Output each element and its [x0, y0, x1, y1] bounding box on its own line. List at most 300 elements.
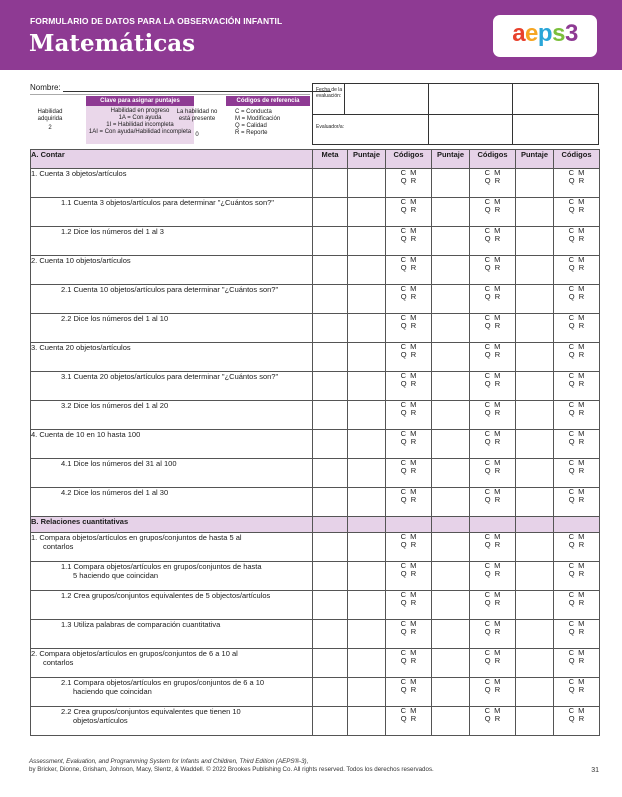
codes-cell[interactable] [554, 488, 600, 517]
codes-qr: Q R [400, 205, 417, 214]
codes-cell[interactable] [470, 459, 516, 488]
codes-cm: C M [484, 226, 501, 235]
skill-item [31, 649, 313, 678]
score-cell[interactable] [348, 707, 386, 736]
skill-label: 3.2 Dice los números del 1 al 20 [61, 401, 169, 410]
score-cell[interactable] [348, 169, 386, 198]
codes-qr: Q R [568, 495, 585, 504]
skill-label-cont: contarlos [43, 542, 74, 551]
codes-cm: C M [568, 677, 585, 686]
section-header-cell [348, 517, 386, 533]
codes-cell[interactable] [386, 198, 432, 227]
codes-qr: Q R [484, 656, 501, 665]
codes-cell[interactable] [470, 227, 516, 256]
meta-cell[interactable] [313, 707, 348, 736]
codes-cell[interactable] [386, 591, 432, 620]
codes-cm: C M [568, 168, 585, 177]
codes-qr: Q R [400, 234, 417, 243]
skill-item [31, 227, 313, 256]
column-header: Puntaje [432, 150, 470, 169]
codes-cm: C M [400, 487, 417, 496]
column-header: Puntaje [348, 150, 386, 169]
table-row [31, 169, 600, 198]
codes-cell[interactable] [554, 256, 600, 285]
codes-cell[interactable] [470, 533, 516, 562]
meta-cell[interactable] [313, 343, 348, 372]
score-cell[interactable] [432, 314, 470, 343]
section-title: B. Relaciones cuantitativas [31, 517, 313, 533]
codes-qr: Q R [484, 176, 501, 185]
score-cell[interactable] [432, 591, 470, 620]
codes-qr: Q R [484, 569, 501, 578]
column-header: Códigos [470, 150, 516, 169]
codes-cell[interactable] [470, 343, 516, 372]
meta-cell[interactable] [313, 401, 348, 430]
codes-qr: Q R [568, 685, 585, 694]
score-cell[interactable] [432, 285, 470, 314]
score-cell[interactable] [516, 562, 554, 591]
codes-cell[interactable] [386, 678, 432, 707]
codes-qr: Q R [400, 466, 417, 475]
table-row [31, 198, 600, 227]
skill-label: 1. Compara objetos/artículos en grupos/conjuntos de hasta 5 al [31, 533, 242, 542]
codes-qr: Q R [568, 627, 585, 636]
meta-cell[interactable] [313, 488, 348, 517]
codes-cell[interactable] [386, 562, 432, 591]
codes-qr: Q R [400, 598, 417, 607]
codes-cell[interactable] [554, 169, 600, 198]
codes-qr: Q R [568, 176, 585, 185]
page-title: Matemáticas [29, 30, 196, 57]
score-cell[interactable] [432, 533, 470, 562]
codes-qr: Q R [484, 292, 501, 301]
codes-cm: C M [484, 313, 501, 322]
codes-qr: Q R [484, 466, 501, 475]
table-row [31, 285, 600, 314]
codes-cell[interactable] [386, 401, 432, 430]
table-row [31, 401, 600, 430]
codes-cm: C M [400, 168, 417, 177]
section-header-cell [386, 517, 432, 533]
skill-label-cont: objetos/artículos [73, 716, 128, 725]
codes-cell[interactable] [386, 169, 432, 198]
key-title: Clave para asignar puntajes [86, 96, 194, 106]
codes-cm: C M [484, 429, 501, 438]
codes-cell[interactable] [554, 459, 600, 488]
codes-cell[interactable] [470, 198, 516, 227]
meta-cell[interactable] [313, 533, 348, 562]
score-cell[interactable] [348, 343, 386, 372]
codes-cell[interactable] [386, 649, 432, 678]
table-row [31, 256, 600, 285]
score-cell[interactable] [348, 198, 386, 227]
meta-cell[interactable] [313, 591, 348, 620]
table-row [31, 591, 600, 620]
skill-label: 2.2 Crea grupos/conjuntos equivalentes que tienen 10 [61, 707, 241, 716]
codes-qr: Q R [400, 495, 417, 504]
score-cell[interactable] [348, 430, 386, 459]
codes-cm: C M [568, 342, 585, 351]
key-progress-cell: Habilidad en progreso 1A = Con ayuda 1I = Habilidad incompleta 1AI = Con ayuda/Habilidad incompleta [86, 106, 194, 144]
codes-cell[interactable] [554, 227, 600, 256]
table-row [31, 562, 600, 591]
skill-item [31, 488, 313, 517]
codes-cell[interactable] [386, 533, 432, 562]
codes-cell[interactable] [554, 620, 600, 649]
score-cell[interactable] [516, 372, 554, 401]
codes-cell[interactable] [470, 372, 516, 401]
meta-cell[interactable] [313, 430, 348, 459]
score-cell[interactable] [516, 343, 554, 372]
score-cell[interactable] [516, 401, 554, 430]
codes-cell[interactable] [554, 343, 600, 372]
meta-cell[interactable] [313, 256, 348, 285]
score-cell[interactable] [516, 707, 554, 736]
table-row [31, 459, 600, 488]
codes-cell[interactable] [554, 533, 600, 562]
column-header: Códigos [554, 150, 600, 169]
column-header: Puntaje [516, 150, 554, 169]
form-subtitle: FORMULARIO DE DATOS PARA LA OBSERVACIÓN INFANTIL [30, 16, 283, 26]
codes-qr: Q R [484, 350, 501, 359]
score-cell[interactable] [432, 256, 470, 285]
codes-cell[interactable] [554, 591, 600, 620]
codes-cell[interactable] [386, 620, 432, 649]
score-cell[interactable] [348, 256, 386, 285]
codes-cm: C M [400, 532, 417, 541]
codes-cm: C M [400, 197, 417, 206]
section-header-cell [516, 517, 554, 533]
codes-cell[interactable] [386, 343, 432, 372]
meta-cell[interactable] [313, 198, 348, 227]
codes-cm: C M [400, 284, 417, 293]
skill-label: 1.1 Compara objetos/artículos en grupos/conjuntos de hasta [61, 562, 262, 571]
codes-cm: C M [568, 706, 585, 715]
table-row [31, 678, 600, 707]
section-header-cell [432, 517, 470, 533]
codes-cell[interactable] [386, 707, 432, 736]
codes-qr: Q R [484, 495, 501, 504]
skill-label: 4. Cuenta de 10 en 10 hasta 100 [31, 430, 141, 439]
codes-qr: Q R [400, 408, 417, 417]
key-absent: La habilidad no está presente [176, 109, 218, 122]
table-row [31, 707, 600, 736]
score-cell[interactable] [516, 169, 554, 198]
codes-qr: Q R [568, 350, 585, 359]
section-title: A. Contar [31, 150, 313, 169]
score-cell[interactable] [432, 562, 470, 591]
codes-qr: Q R [400, 685, 417, 694]
score-cell[interactable] [348, 314, 386, 343]
score-cell[interactable] [432, 169, 470, 198]
codes-cm: C M [484, 487, 501, 496]
score-cell[interactable] [348, 591, 386, 620]
codes-cm: C M [484, 561, 501, 570]
codes-qr: Q R [400, 627, 417, 636]
ref-title: Códigos de referencia [226, 96, 310, 106]
codes-cell[interactable] [554, 198, 600, 227]
codes-cm: C M [400, 255, 417, 264]
codes-cm: C M [568, 313, 585, 322]
codes-qr: Q R [400, 656, 417, 665]
codes-qr: Q R [568, 379, 585, 388]
codes-cm: C M [400, 313, 417, 322]
codes-cm: C M [484, 197, 501, 206]
codes-qr: Q R [484, 627, 501, 636]
page-header [0, 0, 622, 70]
table-row [31, 430, 600, 459]
table-row [31, 314, 600, 343]
score-cell[interactable] [432, 430, 470, 459]
codes-qr: Q R [484, 598, 501, 607]
score-cell[interactable] [348, 459, 386, 488]
codes-cell[interactable] [470, 620, 516, 649]
codes-cm: C M [484, 458, 501, 467]
codes-qr: Q R [568, 205, 585, 214]
column-header: Códigos [386, 150, 432, 169]
codes-cm: C M [568, 648, 585, 657]
skill-item [31, 620, 313, 649]
codes-cell[interactable] [554, 285, 600, 314]
codes-qr: Q R [568, 714, 585, 723]
score-cell[interactable] [348, 488, 386, 517]
codes-cell[interactable] [470, 707, 516, 736]
codes-qr: Q R [568, 234, 585, 243]
codes-qr: Q R [484, 379, 501, 388]
skill-item [31, 678, 313, 707]
codes-qr: Q R [568, 408, 585, 417]
page-number: 31 [591, 767, 599, 774]
codes-qr: Q R [484, 234, 501, 243]
codes-cm: C M [568, 429, 585, 438]
codes-qr: Q R [568, 437, 585, 446]
skill-label-cont: haciendo que coincidan [73, 687, 152, 696]
skill-item [31, 343, 313, 372]
codes-cm: C M [400, 619, 417, 628]
footer-copyright: by Bricker, Dionne, Grisham, Johnson, Macy, Slentz, & Waddell. © 2022 Brookes Publishing Co. All rights reserved. Todos los derechos reservados. [29, 766, 434, 773]
skill-item [31, 256, 313, 285]
codes-cell[interactable] [470, 591, 516, 620]
codes-cell[interactable] [386, 430, 432, 459]
codes-qr: Q R [568, 656, 585, 665]
score-cell[interactable] [348, 649, 386, 678]
section-header-row [31, 150, 600, 169]
codes-cell[interactable] [470, 678, 516, 707]
meta-cell[interactable] [313, 620, 348, 649]
codes-cm: C M [484, 284, 501, 293]
skill-item [31, 401, 313, 430]
codes-cm: C M [484, 400, 501, 409]
codes-qr: Q R [568, 263, 585, 272]
codes-qr: Q R [400, 379, 417, 388]
skill-item [31, 562, 313, 591]
codes-cell[interactable] [554, 372, 600, 401]
score-cell[interactable] [348, 372, 386, 401]
codes-cell[interactable] [470, 314, 516, 343]
score-cell[interactable] [432, 620, 470, 649]
skill-item [31, 533, 313, 562]
score-cell[interactable] [432, 459, 470, 488]
name-field[interactable] [63, 91, 331, 92]
codes-cell[interactable] [554, 562, 600, 591]
codes-qr: Q R [568, 466, 585, 475]
codes-cm: C M [568, 226, 585, 235]
score-cell[interactable] [432, 488, 470, 517]
codes-qr: Q R [400, 569, 417, 578]
skill-label: 1.3 Utiliza palabras de comparación cuantitativa [61, 620, 221, 629]
codes-cm: C M [400, 400, 417, 409]
form-info-area [30, 83, 599, 145]
score-cell[interactable] [516, 488, 554, 517]
codes-cell[interactable] [386, 314, 432, 343]
score-cell[interactable] [516, 620, 554, 649]
score-cell[interactable] [516, 533, 554, 562]
score-cell[interactable] [516, 314, 554, 343]
codes-cm: C M [568, 458, 585, 467]
codes-cell[interactable] [386, 285, 432, 314]
codes-cell[interactable] [554, 430, 600, 459]
key-absent-score: 0 [195, 132, 199, 138]
codes-cell[interactable] [554, 678, 600, 707]
codes-cell[interactable] [470, 256, 516, 285]
codes-cm: C M [484, 532, 501, 541]
score-cell[interactable] [432, 198, 470, 227]
codes-cell[interactable] [470, 488, 516, 517]
codes-cell[interactable] [470, 285, 516, 314]
codes-cell[interactable] [554, 707, 600, 736]
score-cell[interactable] [516, 198, 554, 227]
codes-qr: Q R [484, 263, 501, 272]
meta-cell[interactable] [313, 285, 348, 314]
score-cell[interactable] [516, 459, 554, 488]
score-cell[interactable] [516, 256, 554, 285]
codes-cell[interactable] [386, 256, 432, 285]
codes-cell[interactable] [386, 488, 432, 517]
skill-label: 2.1 Cuenta 10 objetos/artículos para determinar "¿Cuántos son?" [61, 285, 279, 294]
codes-cm: C M [568, 371, 585, 380]
meta-cell[interactable] [313, 314, 348, 343]
key-acquired: Habilidad adquirida [37, 109, 63, 122]
score-cell[interactable] [432, 707, 470, 736]
skill-item [31, 707, 313, 736]
score-cell[interactable] [432, 227, 470, 256]
score-cell[interactable] [432, 649, 470, 678]
codes-qr: Q R [484, 540, 501, 549]
codes-cell[interactable] [386, 227, 432, 256]
codes-cm: C M [400, 706, 417, 715]
scoring-key [30, 94, 310, 145]
skill-label: 1.2 Crea grupos/conjuntos equivalentes de 5 objectos/artículos [61, 591, 271, 600]
meta-cell[interactable] [313, 372, 348, 401]
score-cell[interactable] [516, 285, 554, 314]
table-row [31, 343, 600, 372]
codes-cell[interactable] [554, 314, 600, 343]
codes-qr: Q R [484, 437, 501, 446]
score-cell[interactable] [432, 343, 470, 372]
meta-cell[interactable] [313, 227, 348, 256]
score-cell[interactable] [348, 678, 386, 707]
skill-label: 2. Compara objetos/artículos en grupos/conjuntos de 6 a 10 al [31, 649, 238, 658]
codes-cm: C M [400, 226, 417, 235]
skill-label: 4.1 Dice los números del 31 al 100 [61, 459, 177, 468]
codes-qr: Q R [400, 176, 417, 185]
meta-cell[interactable] [313, 678, 348, 707]
codes-qr: Q R [484, 408, 501, 417]
codes-cell[interactable] [554, 401, 600, 430]
codes-cm: C M [484, 619, 501, 628]
codes-qr: Q R [568, 292, 585, 301]
codes-qr: Q R [400, 714, 417, 723]
section-header-cell [313, 517, 348, 533]
codes-qr: Q R [568, 569, 585, 578]
table-row [31, 227, 600, 256]
codes-cell[interactable] [386, 372, 432, 401]
skill-item [31, 285, 313, 314]
score-cell[interactable] [348, 562, 386, 591]
score-cell[interactable] [348, 533, 386, 562]
meta-cell[interactable] [313, 562, 348, 591]
skill-label: 1.2 Dice los números del 1 al 3 [61, 227, 164, 236]
score-cell[interactable] [432, 678, 470, 707]
codes-cell[interactable] [470, 401, 516, 430]
codes-cell[interactable] [470, 430, 516, 459]
codes-qr: Q R [484, 321, 501, 330]
meta-cell[interactable] [313, 169, 348, 198]
codes-cm: C M [400, 458, 417, 467]
score-cell[interactable] [516, 678, 554, 707]
codes-cm: C M [400, 677, 417, 686]
score-cell[interactable] [432, 372, 470, 401]
codes-cell[interactable] [554, 649, 600, 678]
evaluador-label: Evaluador/a: [316, 124, 345, 130]
codes-cell[interactable] [470, 649, 516, 678]
table-row [31, 372, 600, 401]
score-cell[interactable] [348, 401, 386, 430]
skill-label: 4.2 Dice los números del 1 al 30 [61, 488, 169, 497]
codes-cm: C M [400, 561, 417, 570]
score-cell[interactable] [348, 620, 386, 649]
codes-cm: C M [484, 706, 501, 715]
skill-item [31, 372, 313, 401]
codes-cell[interactable] [470, 562, 516, 591]
score-cell[interactable] [516, 227, 554, 256]
codes-cell[interactable] [386, 459, 432, 488]
assessment-table [30, 149, 600, 736]
score-cell[interactable] [348, 227, 386, 256]
codes-cell[interactable] [470, 169, 516, 198]
score-cell[interactable] [348, 285, 386, 314]
skill-item [31, 430, 313, 459]
codes-qr: Q R [568, 540, 585, 549]
meta-cell[interactable] [313, 649, 348, 678]
score-cell[interactable] [516, 591, 554, 620]
skill-label: 3. Cuenta 20 objetos/artículos [31, 343, 131, 352]
codes-cm: C M [484, 342, 501, 351]
page-footer [29, 758, 599, 774]
skill-label: 1. Cuenta 3 objetos/artículos [31, 169, 127, 178]
skill-item [31, 459, 313, 488]
fecha-label: Fecha de la evaluación: [316, 87, 343, 99]
name-label: Nombre: [30, 83, 61, 92]
score-cell[interactable] [432, 401, 470, 430]
skill-label-cont: 5 haciendo que coincidan [73, 571, 159, 580]
meta-cell[interactable] [313, 459, 348, 488]
score-cell[interactable] [516, 649, 554, 678]
skill-label: 2. Cuenta 10 objetos/artículos [31, 256, 131, 265]
skill-item [31, 591, 313, 620]
codes-cm: C M [568, 400, 585, 409]
score-cell[interactable] [516, 430, 554, 459]
